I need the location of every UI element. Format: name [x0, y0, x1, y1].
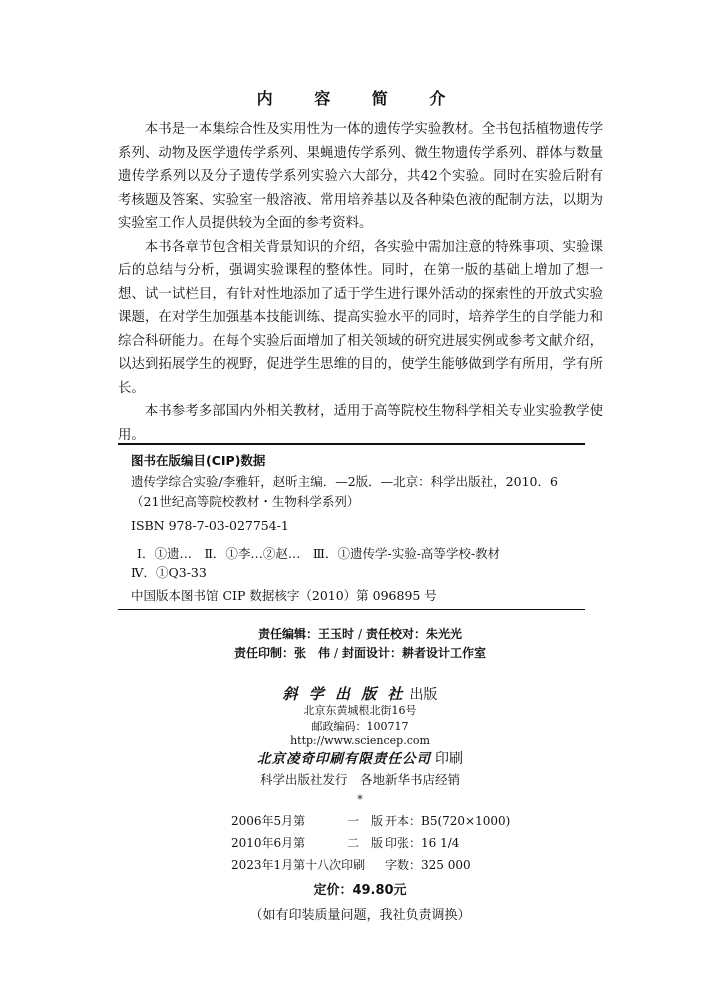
edition-row: 2006年5月第 一 版 开本：B5(720×1000) [231, 814, 511, 828]
summary-title: 内 容 简 介 [256, 89, 464, 108]
edition-row: 2023年1月第十八次印刷 字数：325 000 [231, 858, 471, 872]
publisher-suffix: 出版 [409, 687, 438, 703]
publisher-name: 斜 学 出 版 社 [282, 685, 406, 703]
printer-suffix: 印刷 [435, 751, 463, 767]
cip-heading: 图书在版编目(CIP)数据 [131, 453, 266, 468]
proofreader: 责任校对：朱光光 [366, 627, 463, 641]
price: 定价：49.80元 [313, 883, 407, 898]
distribution-line: 科学出版社发行 各地新华书店经销 [259, 772, 460, 787]
edition-row: 2010年6月第 二 版 印张：16 1/4 [231, 836, 460, 850]
separator-star: * [357, 793, 363, 806]
editors-line-2: 责任印制：张 伟 / 封面设计：耕者设计工作室 [233, 646, 487, 660]
cip-title-line: 遗传学综合实验/李雅轩，赵昕主编．—2版．—北京：科学出版社，2010．6 [131, 474, 558, 489]
summary-paragraph-1: 本书是一本集综合性及实用性为一体的遗传学实验教材。全书包括植物遗传学系列、动物及医学遗传学系列、果蝇遗传学系列、微生物遗传学系列、群体与数量遗传学系列以及分子遗传学系列实验六大部分，共42个实验。同时在实验后附有考核题及答案、实验室一般溶液、常用培养基以及各种染色液的配制方法，以期为实验室工作人员提供较为全面的参考资料。 [118, 122, 603, 231]
summary-paragraph-3: 本书参考多部国内外相关教材，适用于高等院校生物科学相关专业实验教学使用。 [118, 404, 603, 443]
quality-notice: （如有印装质量问题，我社负责调换） [249, 908, 471, 923]
publisher-address: 北京东黄城根北街16号 [303, 704, 417, 717]
publisher-line [0, 683, 720, 704]
summary-paragraph-2: 本书各章节包含相关背景知识的介绍，各实验中需加注意的特殊事项、实验课后的总结与分析，强调实验课程的整体性。同时，在第一版的基础上增加了想一想、试一试栏目，有针对性地添加了适于学生进行课外活动的探索性的开放式实验课题，在对学生加强基本技能训练、提高实验水平的同时，培养学生的自学能力和综合科研能力。在每个实验后面增加了相关领域的研究进展实例或参考文献介绍，以达到拓展学生的视野，促进学生思维的目的，使学生能够做到学有所用，学有所长。 [118, 239, 603, 396]
print-supervisor: 责任印制：张 伟 [233, 646, 330, 660]
printer-line [0, 747, 720, 768]
editors-line-1: 责任编辑：王玉时 / 责任校对：朱光光 [257, 627, 463, 641]
printer-name: 北京凌奇印刷有限责任公司 [257, 751, 431, 767]
cip-series-line: （21世纪高等院校教材・生物科学系列） [131, 494, 360, 509]
cover-designer: 封面设计：耕者设计工作室 [342, 646, 487, 660]
cip-number: 中国版本图书馆 CIP 数据核字（2010）第 096895 号 [131, 588, 437, 603]
publisher-url: http://www.sciencep.com [290, 734, 430, 747]
cip-bottom-rule [118, 609, 585, 610]
cip-classification-1: Ⅰ．①遗… Ⅱ．①李…②赵… Ⅲ．①遗传学-实验-高等学校-教材 [137, 546, 501, 561]
responsible-editor: 责任编辑：王玉时 [257, 627, 354, 641]
cip-top-rule [118, 443, 585, 445]
cip-classification-2: Ⅳ．①Q3-33 [131, 565, 207, 580]
summary-body [118, 118, 603, 447]
cip-isbn: ISBN 978-7-03-027754-1 [131, 518, 289, 533]
publisher-postcode: 邮政编码：100717 [311, 720, 409, 733]
